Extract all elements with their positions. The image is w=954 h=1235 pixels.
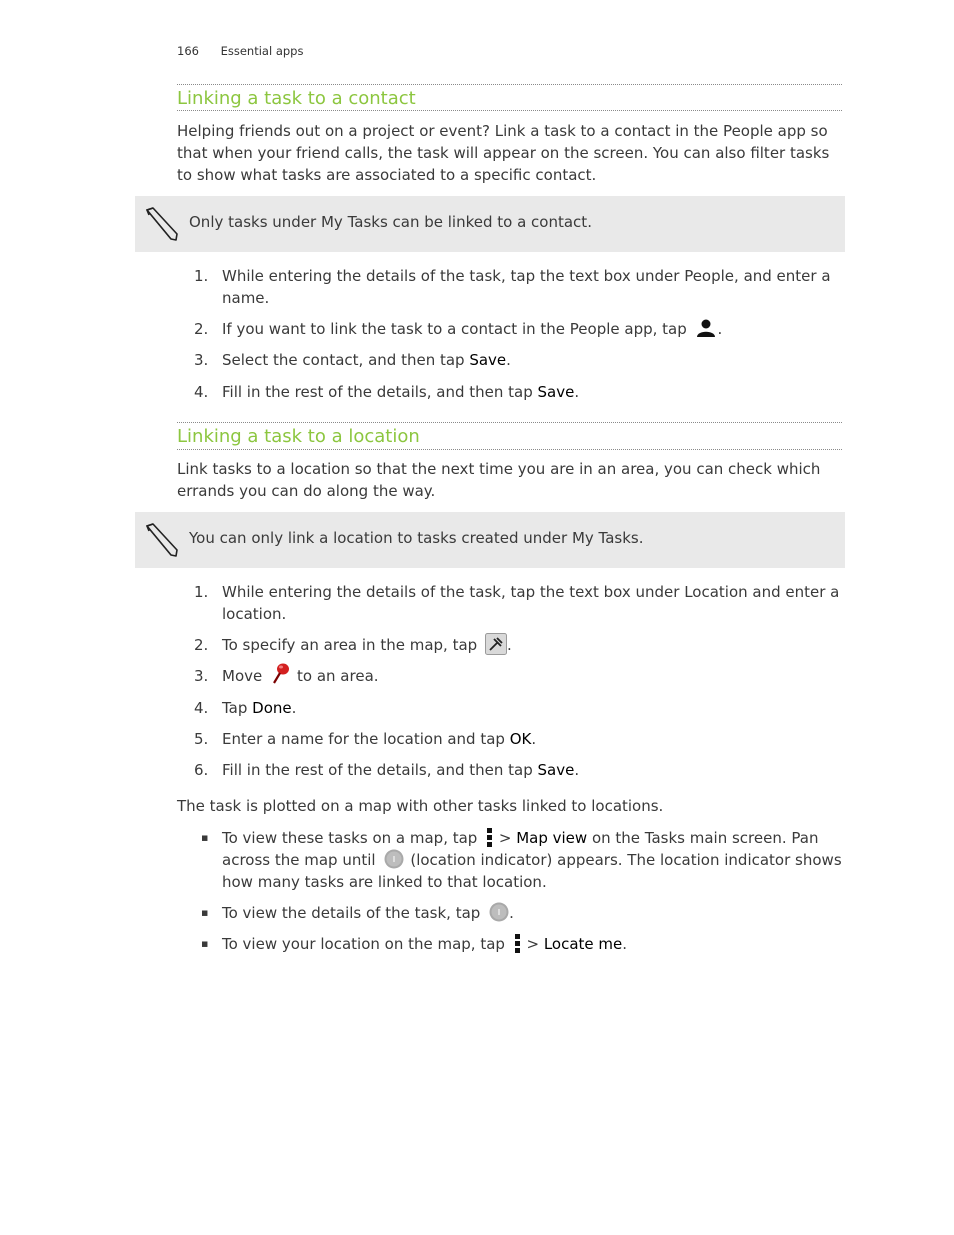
step-text: Fill in the rest of the details, and then tap Save. (222, 383, 580, 401)
section-intro: Helping friends out on a project or event? Link a task to a contact in the People app so that when your friend calls, the task will appear on the screen. You can also filter tasks to show what tasks are associated to a specific contact. (177, 122, 830, 184)
ui-term: Map view (516, 829, 588, 847)
step-text: If you want to link the task to a contact in the People app, tap . (222, 318, 842, 340)
bullet-marker: ▪ (201, 831, 209, 844)
ui-term: Done (252, 699, 292, 717)
divider (177, 449, 842, 450)
section-title-location: Linking a task to a location (177, 426, 420, 447)
paragraph: The task is plotted on a map with other tasks linked to locations. (177, 797, 664, 815)
step-number: 6. (194, 761, 209, 779)
note-text: You can only link a location to tasks created under My Tasks. (189, 529, 644, 547)
section-intro: Link tasks to a location so that the next time you are in an area, you can check which errands you can do along the way. (177, 460, 821, 500)
menu-icon (514, 933, 522, 953)
step-number: 2. (194, 636, 209, 654)
menu-icon (486, 827, 494, 847)
step-text: While entering the details of the task, tap the text box under Location and enter a location. (222, 583, 840, 623)
bullet-marker: ▪ (201, 937, 209, 950)
person-icon (696, 318, 716, 338)
bullet-marker: ▪ (201, 906, 209, 919)
location-indicator-icon (384, 849, 404, 869)
step-number: 2. (194, 320, 209, 338)
step-text: Enter a name for the location and tap OK. (222, 730, 537, 748)
step-text: Fill in the rest of the details, and then tap Save. (222, 761, 580, 779)
divider (177, 110, 842, 111)
step-text: Move to an area. (222, 665, 842, 687)
step-number: 1. (194, 267, 209, 285)
ui-term: Save (537, 761, 575, 779)
page-header (177, 44, 303, 58)
note-box (135, 196, 845, 252)
bullet-text: To view your location on the map, tap > Locate me. (222, 933, 842, 955)
step-number: 4. (194, 383, 209, 401)
section-title-contact: Linking a task to a contact (177, 88, 416, 109)
pencil-icon (143, 206, 179, 242)
ui-term: Save (537, 383, 575, 401)
divider (177, 84, 842, 85)
ui-term: Locate me (543, 935, 623, 953)
page-number: 166 (177, 44, 199, 58)
step-number: 1. (194, 583, 209, 601)
chapter-title: Essential apps (220, 44, 304, 58)
red-pushpin-icon (271, 663, 291, 685)
note-text: Only tasks under My Tasks can be linked to a contact. (189, 213, 592, 231)
ui-term: OK (509, 730, 532, 748)
ui-term: Save (469, 351, 507, 369)
bullet-text: To view these tasks on a map, tap > Map view on the Tasks main screen. Pan across the map until (location indicator) appears. The location indicator shows how many tasks are linked to that location. (222, 827, 842, 893)
location-indicator-icon (489, 902, 509, 922)
step-text: Select the contact, and then tap Save. (222, 351, 511, 369)
divider (177, 422, 842, 423)
step-text: To specify an area in the map, tap . (222, 634, 842, 656)
pencil-icon (143, 522, 179, 558)
step-number: 3. (194, 351, 209, 369)
pin-button-icon (485, 633, 507, 655)
step-number: 4. (194, 699, 209, 717)
note-box (135, 512, 845, 568)
bullet-text: To view the details of the task, tap . (222, 902, 842, 924)
step-number: 3. (194, 667, 209, 685)
step-number: 5. (194, 730, 209, 748)
step-text: While entering the details of the task, tap the text box under People, and enter a name. (222, 267, 831, 307)
step-text: Tap Done. (222, 699, 297, 717)
